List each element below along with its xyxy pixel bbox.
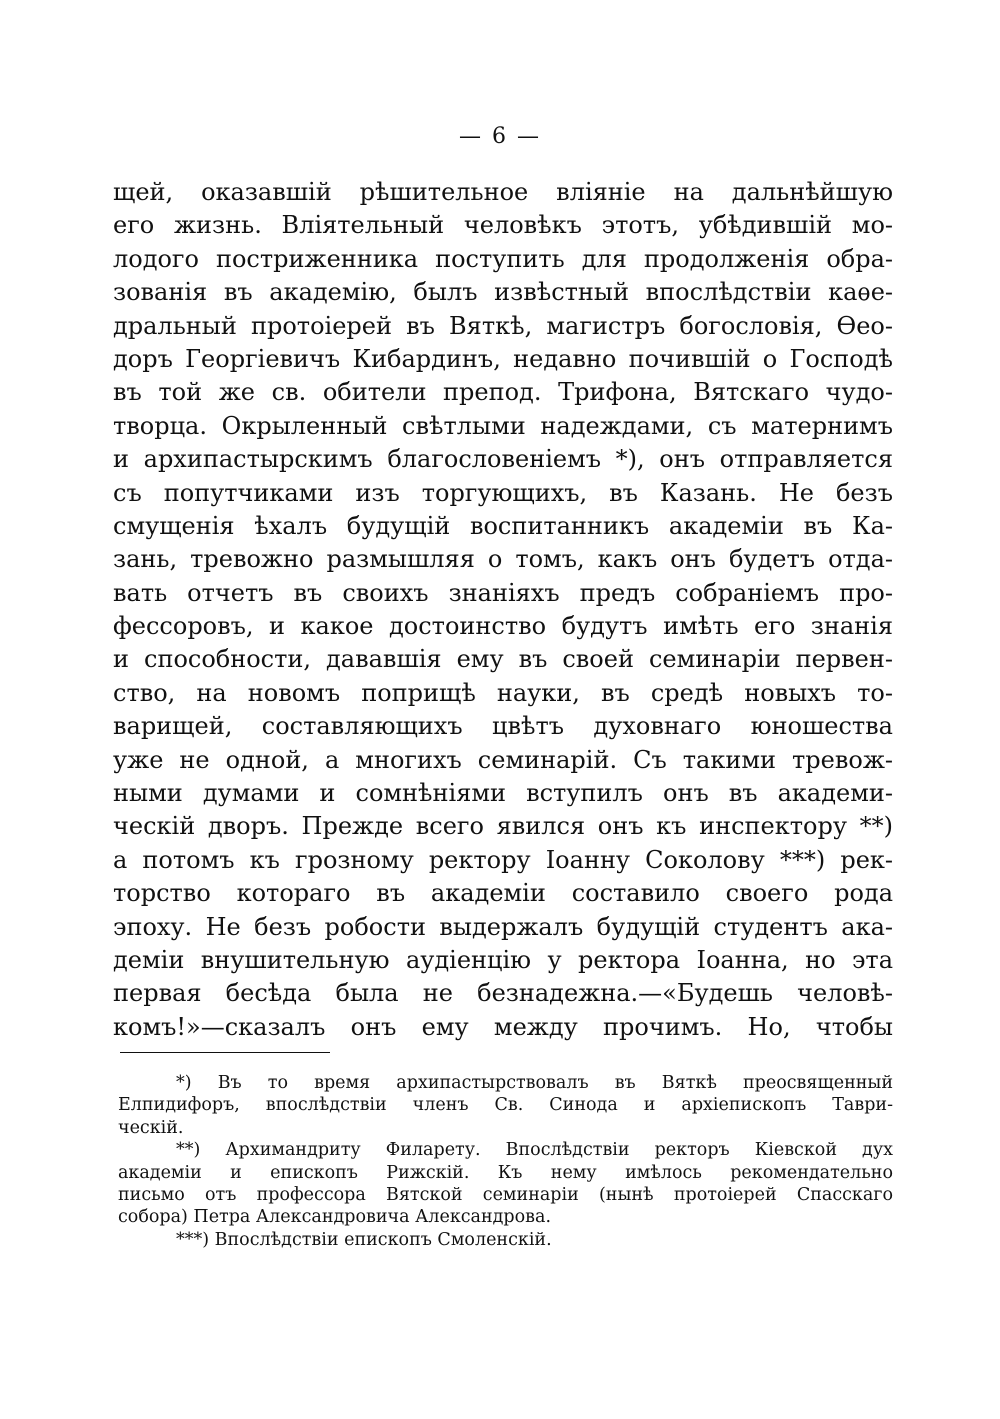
footnote-line: Елпидифоръ, впослѣдствіи членъ Св. Синода и архіепископъ Таври- xyxy=(118,1095,893,1116)
text-line: дральный протоіерей въ Вяткѣ, магистръ богословія, Ѳео- xyxy=(113,311,893,340)
footnote-line: *) Въ то время архипастырствовалъ въ Вяткѣ преосвященный xyxy=(176,1073,893,1093)
text-line: варищей, составляющихъ цвѣтъ духовнаго юношества xyxy=(113,712,893,741)
text-line: творца. Окрыленный свѣтлыми надеждами, съ матернимъ xyxy=(113,411,893,440)
text-line: уже не одной, а многихъ семинарій. Съ такими тревож- xyxy=(113,745,893,774)
text-line: ческій дворъ. Прежде всего явился онъ къ инспектору **) xyxy=(113,812,893,841)
footnotes-block xyxy=(118,1072,893,1251)
text-line: ство, на новомъ поприщѣ науки, въ средѣ новыхъ то- xyxy=(113,678,893,707)
main-text-block xyxy=(113,176,893,1044)
text-line: первая бесѣда была не безнадежна.—«Будешь человѣ- xyxy=(113,979,893,1008)
footnote-line: академіи и епископъ Рижскій. Къ нему имѣлось рекомендательно xyxy=(118,1162,893,1183)
text-line: деміи внушительную аудіенцію у ректора Іоанна, но эта xyxy=(113,945,893,974)
text-line: смущенія ѣхалъ будущій воспитанникъ академіи въ Ка- xyxy=(113,511,893,540)
footnote-line: собора) Петра Александровича Александрова. xyxy=(118,1207,552,1228)
text-line: щей, оказавшій рѣшительное вліяніе на дальнѣйшую xyxy=(113,178,893,206)
text-line: его жизнь. Вліятельный человѣкъ этотъ, убѣдившій мо- xyxy=(113,211,893,240)
text-line: зань, тревожно размышляя о томъ, какъ онъ будетъ отда- xyxy=(113,545,893,574)
text-line: зованія въ академію, былъ извѣстный впослѣдствіи каѳе- xyxy=(113,278,893,307)
text-line: ными думами и сомнѣніями вступилъ онъ въ академи- xyxy=(113,779,893,808)
text-line: доръ Георгіевичъ Кибардинъ, недавно почившій о Господѣ xyxy=(113,344,893,373)
text-line: лодого постриженника поступить для продолженія обра- xyxy=(113,244,893,273)
footnote-line: письмо отъ профессора Вятской семинаріи (нынѣ протоіерей Спасскаго xyxy=(118,1184,893,1205)
text-line: въ той же св. обители препод. Трифона, Вятскаго чудо- xyxy=(113,378,893,407)
text-line: торство котораго въ академіи составило своего рода xyxy=(113,879,893,908)
text-line: и архипастырскимъ благословеніемъ *), онъ отправляется xyxy=(113,445,893,474)
text-line: съ попутчиками изъ торгующихъ, въ Казань. Не безъ xyxy=(113,478,893,507)
footnote-line: ческій. xyxy=(118,1117,184,1138)
footnote-divider xyxy=(120,1052,330,1053)
text-line: и способности, дававшія ему въ своей семинаріи первен- xyxy=(113,645,893,674)
footnote-line: **) Архимандриту Филарету. Впослѣдствіи ректоръ Кіевской дух xyxy=(176,1140,893,1161)
text-line: эпоху. Не безъ робости выдержалъ будущій студентъ ака- xyxy=(113,912,893,941)
page-number: — 6 — xyxy=(459,124,541,149)
text-line: комъ!»—сказалъ онъ ему между прочимъ. Но, чтобы xyxy=(113,1012,893,1041)
text-line: а потомъ къ грозному ректору Іоанну Соколову ***) рек- xyxy=(113,845,893,874)
text-line: вать отчетъ въ своихъ знаніяхъ предъ собраніемъ про- xyxy=(113,578,893,607)
text-line: фессоровъ, и какое достоинство будутъ имѣть его знанія xyxy=(113,612,893,641)
footnote-line: ***) Впослѣдствіи епископъ Смоленскій. xyxy=(176,1229,552,1250)
